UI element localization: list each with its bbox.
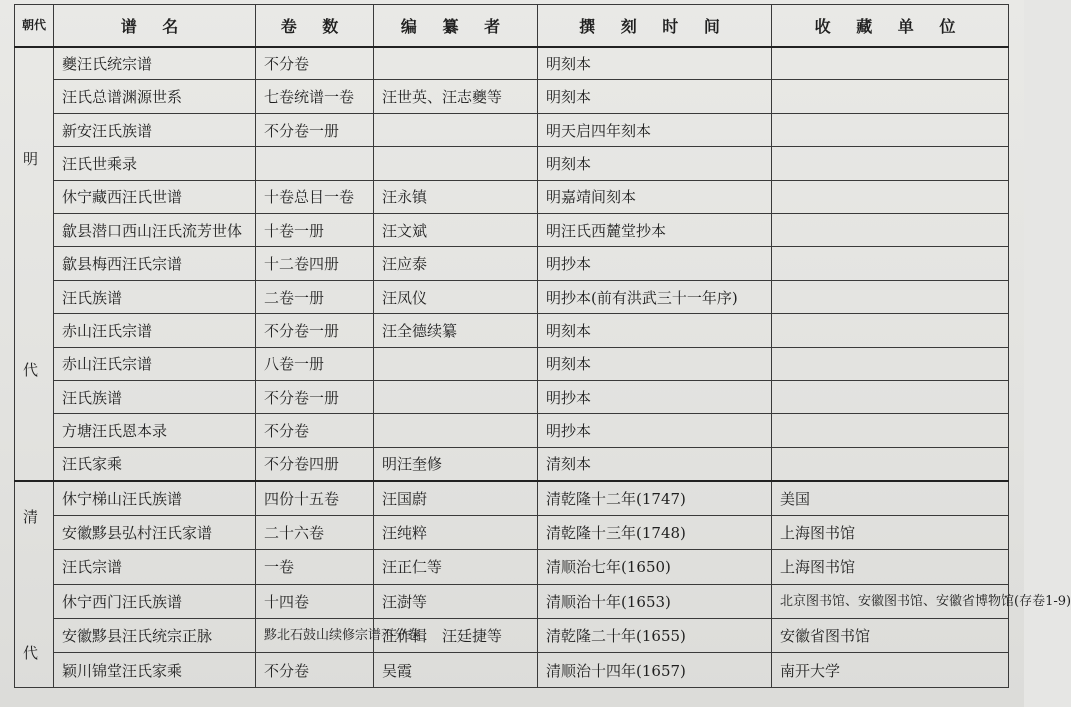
- dynasty-spacer: [23, 169, 53, 359]
- cell-time: 明刻本: [538, 347, 772, 380]
- cell-name: 汪氏总谱渊源世系: [54, 80, 256, 113]
- cell-time: 明抄本(前有洪武三十一年序): [538, 280, 772, 313]
- cell-time: 明刻本: [538, 147, 772, 180]
- cell-name: 安徽黟县汪氏统宗正脉: [54, 618, 256, 652]
- cell-compiler: 汪作楫 汪廷捷等: [374, 618, 538, 652]
- cell-holder: [772, 414, 1009, 447]
- cell-name: 汪氏族谱: [54, 280, 256, 313]
- cell-volumes: 四份十五卷: [256, 481, 374, 515]
- dynasty-cell-qing: [15, 481, 54, 688]
- cell-volumes: 不分卷: [256, 653, 374, 688]
- table-row: [15, 481, 1009, 515]
- cell-compiler: 汪文斌: [374, 214, 538, 247]
- cell-volumes: 七卷统谱一卷: [256, 80, 374, 113]
- dynasty-cell-ming: [15, 47, 54, 481]
- cell-compiler: 汪国蔚: [374, 481, 538, 515]
- cell-holder: [772, 147, 1009, 180]
- cell-time: 清乾隆十二年(1747): [538, 481, 772, 515]
- cell-holder: [772, 113, 1009, 146]
- header-holder: 收 藏 单 位: [772, 5, 1009, 47]
- cell-compiler: 汪世英、汪志夔等: [374, 80, 538, 113]
- cell-holder: [772, 180, 1009, 213]
- table-row: [15, 180, 1009, 213]
- cell-compiler: 汪正仁等: [374, 550, 538, 584]
- table-row: [15, 653, 1009, 688]
- cell-compiler: [374, 381, 538, 414]
- cell-holder: [772, 347, 1009, 380]
- table-row: [15, 47, 1009, 80]
- cell-time: 明抄本: [538, 414, 772, 447]
- cell-name: 赤山汪氏宗谱: [54, 347, 256, 380]
- cell-holder: [772, 314, 1009, 347]
- dynasty-spacer: [23, 527, 53, 642]
- cell-volumes: 不分卷一册: [256, 314, 374, 347]
- cell-volumes: 十卷一册: [256, 214, 374, 247]
- cell-time: 明抄本: [538, 381, 772, 414]
- header-row: [15, 5, 1009, 47]
- table-row: [15, 550, 1009, 584]
- table-row: [15, 147, 1009, 180]
- cell-compiler: 汪全德续纂: [374, 314, 538, 347]
- cell-holder: [772, 381, 1009, 414]
- dynasty-label-bottom: 代: [23, 360, 39, 379]
- cell-compiler: [374, 47, 538, 80]
- cell-holder: 美国: [772, 481, 1009, 515]
- cell-volumes: 十卷总目一卷: [256, 180, 374, 213]
- cell-time: 清顺治十四年(1657): [538, 653, 772, 688]
- cell-volumes: 黟北石鼓山续修宗谱不分卷: [256, 618, 374, 652]
- dynasty-label-top: 清: [23, 507, 39, 526]
- cell-volumes: 不分卷一册: [256, 381, 374, 414]
- cell-time: 清乾隆二十年(1655): [538, 618, 772, 652]
- table-row: [15, 214, 1009, 247]
- cell-holder: 安徽省图书馆: [772, 618, 1009, 652]
- cell-volumes: 一卷: [256, 550, 374, 584]
- cell-compiler: 汪澍等: [374, 584, 538, 618]
- cell-holder: [772, 80, 1009, 113]
- cell-compiler: [374, 414, 538, 447]
- cell-compiler: 汪凤仪: [374, 280, 538, 313]
- cell-time: 明嘉靖间刻本: [538, 180, 772, 213]
- table-row: [15, 618, 1009, 652]
- cell-time: 明刻本: [538, 314, 772, 347]
- table-row: [15, 247, 1009, 280]
- cell-time: 清顺治七年(1650): [538, 550, 772, 584]
- table-row: [15, 113, 1009, 146]
- cell-name: 安徽黟县弘村汪氏家谱: [54, 515, 256, 549]
- cell-time: 明抄本: [538, 247, 772, 280]
- cell-name: 休宁藏西汪氏世谱: [54, 180, 256, 213]
- header-compiler: 编 纂 者: [374, 5, 538, 47]
- cell-name: 颖川锦堂汪氏家乘: [54, 653, 256, 688]
- cell-name: 新安汪氏族谱: [54, 113, 256, 146]
- cell-compiler: 汪应泰: [374, 247, 538, 280]
- table-row: [15, 584, 1009, 618]
- cell-volumes: [256, 147, 374, 180]
- cell-name: 歙县潜口西山汪氏流芳世体: [54, 214, 256, 247]
- cell-holder: 南开大学: [772, 653, 1009, 688]
- cell-holder: [772, 247, 1009, 280]
- cell-time: 明天启四年刻本: [538, 113, 772, 146]
- cell-compiler: 吴霞: [374, 653, 538, 688]
- cell-holder: [772, 47, 1009, 80]
- dynasty-label-bottom: 代: [23, 643, 39, 662]
- header-dynasty: 朝代: [15, 5, 54, 47]
- cell-volumes: 不分卷: [256, 47, 374, 80]
- cell-holder: [772, 280, 1009, 313]
- dynasty-label-top: 明: [23, 149, 39, 168]
- cell-name: 汪氏世乘录: [54, 147, 256, 180]
- cell-compiler: 汪纯粹: [374, 515, 538, 549]
- table-row: [15, 515, 1009, 549]
- cell-holder: 北京图书馆、安徽图书馆、安徽省博物馆(存卷1-9): [772, 584, 1009, 618]
- cell-name: 夔汪氏统宗谱: [54, 47, 256, 80]
- cell-holder: 上海图书馆: [772, 550, 1009, 584]
- cell-volumes: 不分卷: [256, 414, 374, 447]
- genealogy-table: [14, 4, 1071, 688]
- cell-time: 清顺治十年(1653): [538, 584, 772, 618]
- cell-volumes: 不分卷四册: [256, 447, 374, 480]
- table-row: [15, 447, 1009, 480]
- cell-compiler: 汪永镇: [374, 180, 538, 213]
- cell-name: 汪氏族谱: [54, 381, 256, 414]
- cell-volumes: 十四卷: [256, 584, 374, 618]
- cell-volumes: 二卷一册: [256, 280, 374, 313]
- table-row: [15, 280, 1009, 313]
- table-row: [15, 80, 1009, 113]
- cell-time: 明汪氏西麓堂抄本: [538, 214, 772, 247]
- cell-time: 明刻本: [538, 80, 772, 113]
- table-row: [15, 414, 1009, 447]
- cell-name: 方塘汪氏恩本录: [54, 414, 256, 447]
- cell-holder: [772, 447, 1009, 480]
- cell-volumes: 二十六卷: [256, 515, 374, 549]
- cell-time: 清刻本: [538, 447, 772, 480]
- cell-compiler: [374, 147, 538, 180]
- cell-volumes: 八卷一册: [256, 347, 374, 380]
- cell-compiler: [374, 347, 538, 380]
- cell-compiler: 明汪奎修: [374, 447, 538, 480]
- cell-holder: 上海图书馆: [772, 515, 1009, 549]
- cell-name: 歙县梅西汪氏宗谱: [54, 247, 256, 280]
- cell-time: 明刻本: [538, 47, 772, 80]
- cell-time: 清乾隆十三年(1748): [538, 515, 772, 549]
- cell-holder: [772, 214, 1009, 247]
- cell-name: 赤山汪氏宗谱: [54, 314, 256, 347]
- table-row: [15, 314, 1009, 347]
- cell-name: 休宁梯山汪氏族谱: [54, 481, 256, 515]
- table-row: [15, 347, 1009, 380]
- header-time: 撰 刻 时 间: [538, 5, 772, 47]
- table-row: [15, 381, 1009, 414]
- cell-name: 休宁西门汪氏族谱: [54, 584, 256, 618]
- header-name: 谱 名: [54, 5, 256, 47]
- header-volumes: 卷 数: [256, 5, 374, 47]
- cell-volumes: 不分卷一册: [256, 113, 374, 146]
- cell-name: 汪氏家乘: [54, 447, 256, 480]
- cell-volumes: 十二卷四册: [256, 247, 374, 280]
- cell-name: 汪氏宗谱: [54, 550, 256, 584]
- cell-compiler: [374, 113, 538, 146]
